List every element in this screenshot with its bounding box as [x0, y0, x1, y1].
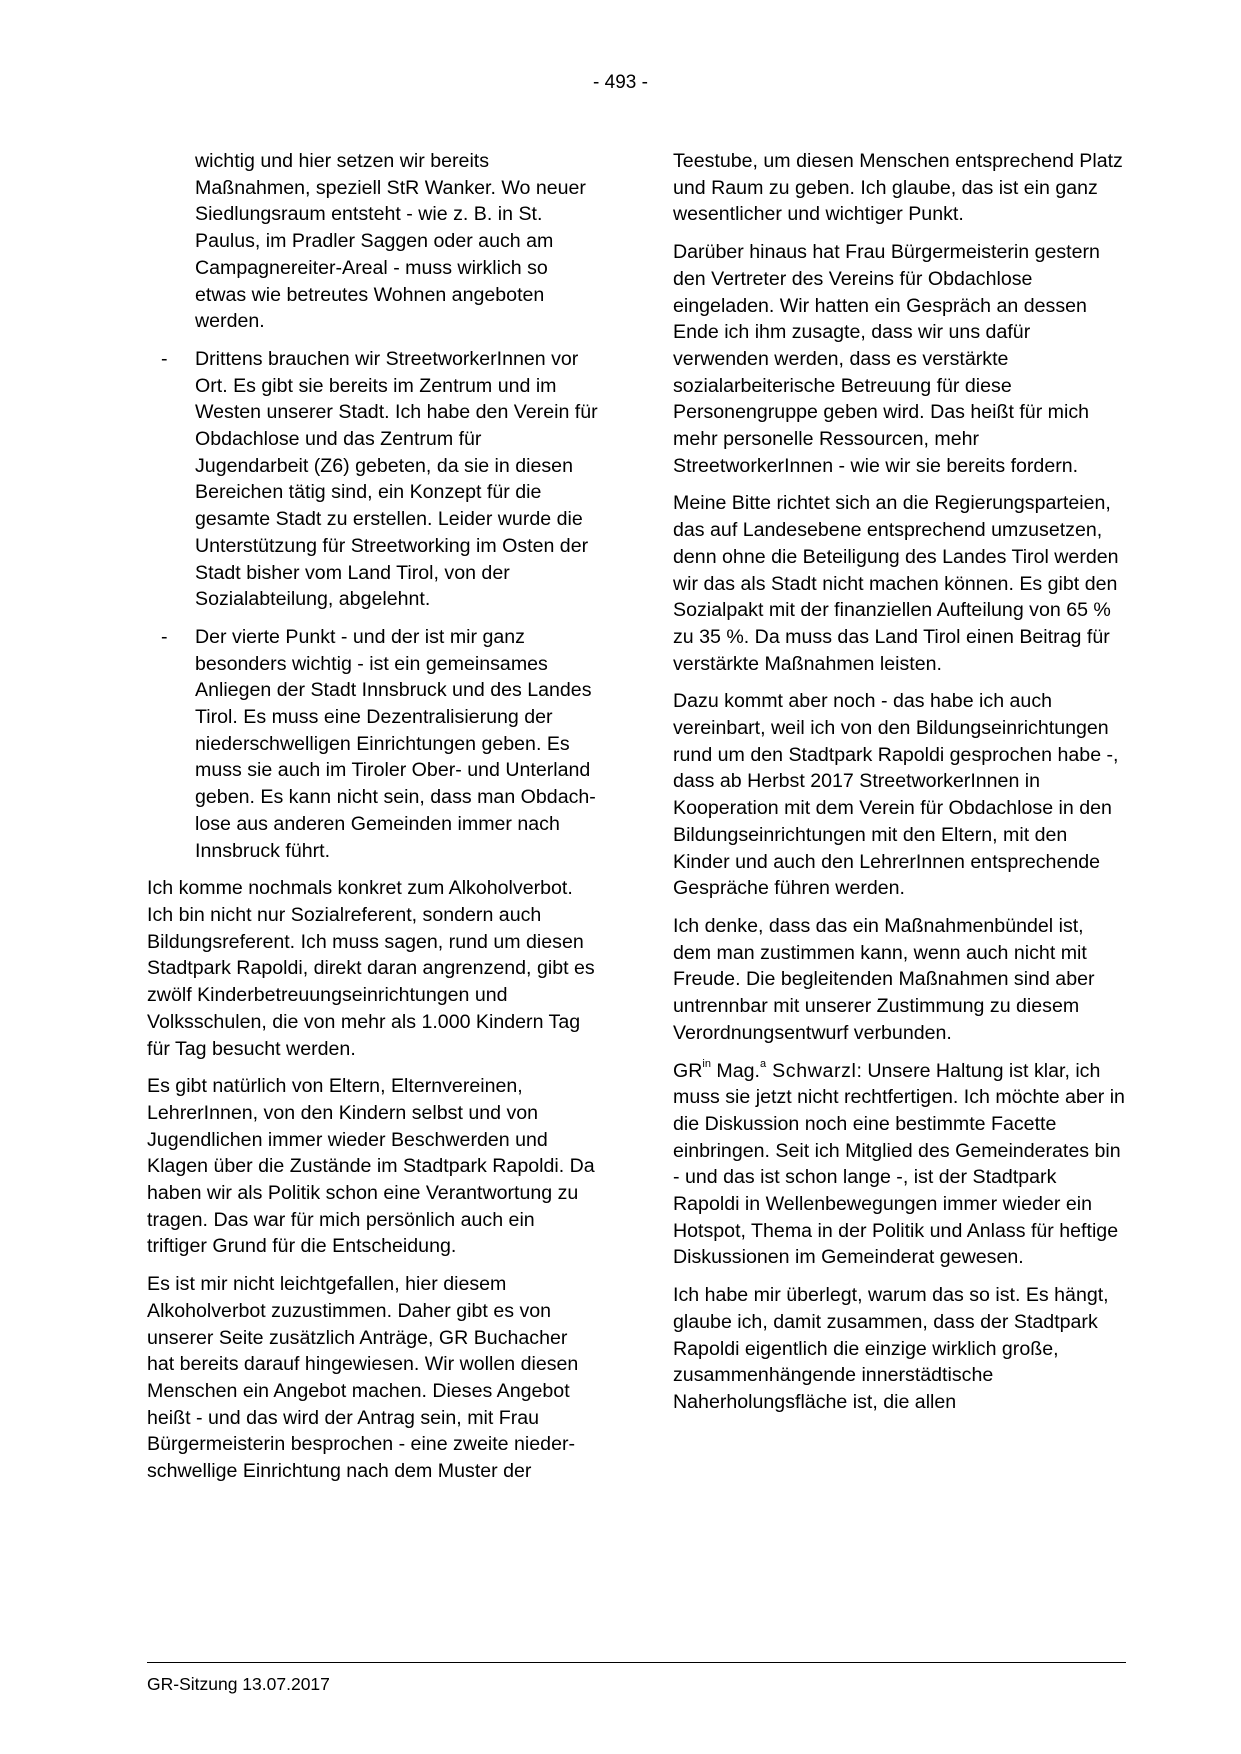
speaker-name: Schwarzl — [766, 1059, 857, 1082]
paragraph-continuation: wichtig und hier setzen wir bereits Maßnahmen, speziell StR Wanker. Wo neuer Siedlungsraum entsteht - wie z. B. in St. Paulus, im Pradler Saggen oder auch am Campagnereiter-Areal - muss wirklich so etwas wie betreutes Wohnen angeboten werden. — [195, 150, 586, 333]
paragraph-beschwerden: Es gibt natürlich von Eltern, Elternvereinen, LehrerInnen, von den Kindern selbst und von Jugendlichen immer wieder Beschwerden und Klagen über die Zustände im Stadtpark Rapoldi. Da haben wir als Politik schon eine Verantwortung zu tragen. Das war für mich persönlich auch ein triftiger Grund für die Entscheidung. — [147, 1075, 595, 1258]
paragraph-naherholung: Ich habe mir überlegt, warum das so ist. Es hängt, glaube ich, damit zusammen, dass der Stadtpark Rapoldi eigentlich die einzige wirklich große, zusammenhängende innerstädtische Naherholungsfläche ist, die allen — [673, 1284, 1109, 1413]
paragraph-alkoholverbot: Ich komme nochmals konkret zum Alkoholverbot. Ich bin nicht nur Sozialreferent, sondern auch Bildungsreferent. Ich muss sagen, rund um diesen Stadtpark Rapoldi, direkt daran angrenzend, gibt es zwölf Kinderbetreuungseinrichtungen und Volksschulen, die von mehr als 1.000 Kindern Tag für Tag besucht werden. — [147, 877, 595, 1060]
list-item-text: Der vierte Punkt - und der ist mir ganz besonders wichtig - ist ein gemeinsames Anliegen der Stadt Innsbruck und des Landes Tirol. Es muss eine Dezentralisierung der niederschwelligen Einrichtungen geben. Es muss sie auch im Tiroler Ober- und Unterland geben. Es kann nicht sein, dass man Obdachlose aus anderen Gemeinden immer nach Innsbruck führt. — [195, 625, 596, 862]
left-column — [147, 148, 599, 1496]
speaker-title-gr-sup: in — [702, 1057, 711, 1070]
paragraph-teestube: Teestube, um diesen Menschen entsprechend Platz und Raum zu geben. Ich glaube, das ist ein ganz wesentlicher und wichtiger Punkt. — [673, 150, 1123, 226]
speaker-title-mag-sup: a — [759, 1057, 767, 1070]
right-column — [673, 148, 1125, 1427]
list-item-fourth — [147, 624, 599, 864]
paragraph-bildungseinrichtungen: Dazu kommt aber noch - das habe ich auch vereinbart, weil ich von den Bildungseinrichtungen rund um den Stadtpark Rapoldi gesprochen habe -, dass ab Herbst 2017 StreetworkerInnen in Kooperation mit dem Verein für Obdachlose in den Bildungseinrichtungen mit den Eltern, mit den Kinder und auch den LehrerInnen entsprechende Gespräche führen werden. — [673, 690, 1119, 900]
speaker-title-gr: GR — [673, 1059, 703, 1082]
list-item-third — [147, 346, 599, 613]
footer-divider — [147, 1662, 1126, 1663]
speaker-paragraph — [673, 1058, 1125, 1272]
footer-label: GR-Sitzung 13.07.2017 — [147, 1674, 330, 1694]
list-dash: - — [161, 347, 168, 370]
speaker-title-mag: Mag. — [710, 1059, 760, 1082]
list-item-text: Drittens brauchen wir StreetworkerInnen vor Ort. Es gibt sie bereits im Zentrum und im Westen unserer Stadt. Ich habe den Verein für Obdachlose und das Zentrum für Jugendarbeit (Z6) gebeten, da sie in diesen Bereichen tätig sind, ein Konzept für die gesamte Stadt zu erstellen. Leider wurde die Unterstützung für Streetworking im Osten der Stadt bisher vom Land Tirol, von der Sozialabteilung, abgelehnt. — [195, 347, 598, 611]
paragraph-massnahmenbuendel: Ich denke, dass das ein Maßnahmenbündel ist, dem man zustimmen kann, wenn auch nicht mit Freude. Die begleitenden Maßnahmen sind aber untrennbar mit unserer Zustimmung zu diesem Verordnungsentwurf verbunden. — [673, 914, 1095, 1044]
paragraph-antraege: Es ist mir nicht leichtgefallen, hier diesem Alkoholverbot zuzustimmen. Daher gibt es von unserer Seite zusätzlich Anträge, GR Buchacher hat bereits darauf hingewiesen. Wir wollen diesen Menschen ein Angebot machen. Dieses Angebot heißt - und das wird der Antrag sein, mit Frau Bürgermeisterin besprochen - eine zweite niederschwellige Einrichtung nach dem Muster der — [147, 1273, 579, 1483]
speaker-text: : Unsere Haltung ist klar, ich muss sie jetzt nicht rechtfertigen. Ich möchte aber in die Diskussion noch eine bestimmte Facette einbringen. Seit ich Mitglied des Gemeinderates bin - und das ist schon lange -, ist der Stadtpark Rapoldi in Wellenbewegungen immer wieder ein Hotspot, Thema in der Politik und Anlass für heftige Diskussionen im Gemeinderat gewesen. — [673, 1059, 1125, 1269]
paragraph-bitte: Meine Bitte richtet sich an die Regierungsparteien, das auf Landesebene entsprechend umzusetzen, denn ohne die Beteiligung des Landes Tirol werden wir das als Stadt nicht machen können. Es gibt den Sozialpakt mit der finanziellen Aufteilung von 65 % zu 35 %. Da muss das Land Tirol einen Beitrag für verstärkte Maßnahmen leisten. — [673, 492, 1119, 675]
page-number: - 493 - — [593, 72, 648, 93]
paragraph-verein: Darüber hinaus hat Frau Bürgermeisterin gestern den Vertreter des Vereins für Obdachlose eingeladen. Wir hatten ein Gespräch an dessen Ende ich ihm zusagte, dass wir uns dafür verwenden werden, dass es verstärkte sozialarbeiterische Betreuung für diese Personengruppe geben wird. Das heißt für mich mehr personelle Ressourcen, mehr StreetworkerInnen - wie wir sie bereits fordern. — [673, 241, 1100, 477]
list-dash: - — [161, 625, 168, 648]
